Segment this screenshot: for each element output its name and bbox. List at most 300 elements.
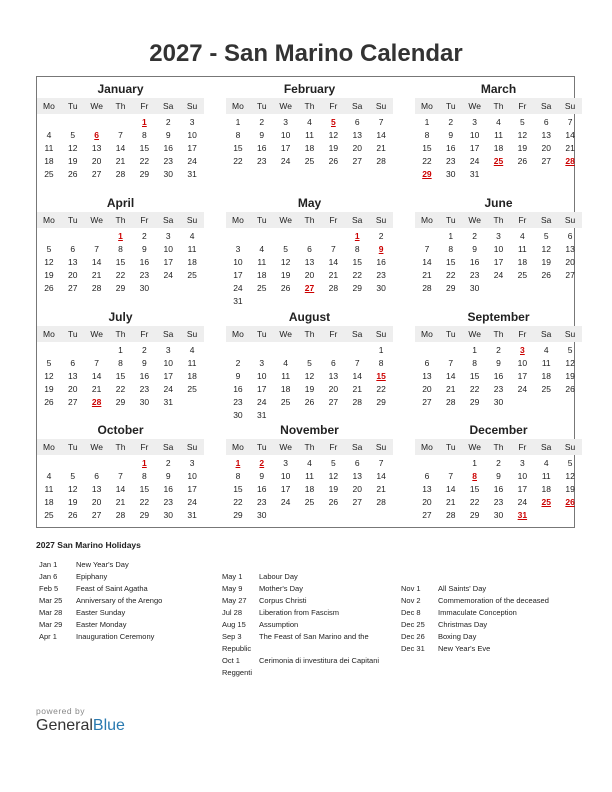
day-cell: 17 [257,384,267,394]
day-cell: 19 [541,257,551,267]
day-cell: 14 [422,257,432,267]
day-cell: 12 [44,257,54,267]
holiday-column [222,571,412,679]
day-cell: 13 [352,130,362,140]
weekday-label: Sa [163,215,174,225]
day-cell: 30 [139,283,150,293]
day-cell: 8 [235,130,241,140]
empty-cell [109,457,133,470]
month-block [37,310,204,409]
day-cell: 11 [257,257,267,267]
day-cell: 3 [189,117,195,127]
empty-cell [85,230,109,243]
weekday-label: Su [186,442,198,452]
weekday-label: Fr [518,329,527,339]
weekday-label: We [279,101,292,111]
day-cell: 22 [469,384,480,394]
weekday-label: Fr [140,329,149,339]
day-cell: 9 [142,244,147,254]
day-cell: 16 [139,257,150,267]
weekday-header [415,326,582,342]
day-cell: 16 [446,143,456,153]
empty-cell [226,344,250,357]
day-cell: 17 [280,143,291,153]
holiday-row [401,643,591,655]
month-name: June [484,196,513,210]
day-cell: 14 [565,130,575,140]
day-cell: 24 [469,156,480,166]
day-cell: 26 [517,156,528,166]
day-cell: 20 [304,270,315,280]
day-cell: 14 [91,371,102,381]
holiday-name: Corpus Christi [259,596,307,605]
day-cell: 3 [189,458,195,468]
weekday-label: Fr [329,442,338,452]
holidays-title: 2027 San Marino Holidays [36,540,141,550]
holiday-day-cell: 25 [493,156,504,166]
weekday-label: Mo [421,442,433,452]
day-cell: 8 [354,244,360,254]
empty-cell [37,116,61,129]
day-cell: 5 [331,458,336,468]
holiday-name: Easter Sunday [76,608,126,617]
holiday-row [39,607,229,619]
holiday-date: Dec 25 [401,620,425,629]
day-cell: 25 [541,384,551,394]
day-cell: 15 [115,371,126,381]
day-cell: 15 [469,484,480,494]
weekday-label: Th [115,442,126,452]
holiday-row [401,619,591,631]
month-name: May [297,196,322,210]
weekday-label: Sa [163,442,174,452]
day-cell: 31 [257,410,267,420]
days-grid [415,230,582,295]
day-cell: 21 [376,143,386,153]
holiday-row [222,667,412,679]
weekday-label: We [279,442,292,452]
day-cell: 30 [163,510,173,520]
day-cell: 16 [376,257,386,267]
weekday-header [37,98,204,114]
day-cell: 29 [139,169,150,179]
day-cell: 13 [328,371,339,381]
day-cell: 26 [541,270,551,280]
empty-cell [61,230,85,243]
holiday-date: Jul 28 [222,608,243,617]
day-cell: 14 [446,371,456,381]
day-cell: 27 [422,397,432,407]
weekday-label: Su [186,215,198,225]
holiday-row [222,607,412,619]
holiday-day-cell: 5 [331,117,336,127]
day-cell: 17 [280,484,291,494]
day-cell: 13 [541,130,551,140]
holiday-date: Nov 1 [401,584,421,593]
day-cell: 7 [448,471,454,481]
day-cell: 3 [165,345,171,355]
holiday-row [39,559,229,571]
day-cell: 9 [259,130,265,140]
weekday-label: Tu [445,329,456,339]
day-cell: 14 [91,257,102,267]
day-cell: 2 [165,458,171,468]
empty-cell [85,116,109,129]
day-cell: 18 [304,143,315,153]
day-cell: 15 [233,484,243,494]
day-cell: 6 [307,244,312,254]
day-cell: 4 [307,117,312,127]
weekday-header [37,326,204,342]
day-cell: 7 [118,471,123,481]
weekday-label: Fr [140,442,149,452]
day-cell: 23 [139,384,150,394]
empty-cell [439,344,463,357]
day-cell: 17 [187,143,197,153]
day-cell: 26 [68,510,78,520]
day-cell: 18 [187,371,197,381]
empty-cell [37,230,61,243]
days-grid [37,230,204,295]
weekday-label: Sa [352,329,363,339]
weekday-label: Sa [541,101,552,111]
day-cell: 26 [328,497,339,507]
day-cell: 1 [472,345,478,355]
day-cell: 10 [493,244,504,254]
day-cell: 12 [328,471,339,481]
holiday-date: Feb 5 [39,584,59,593]
holiday-row [222,643,412,655]
day-cell: 10 [280,130,291,140]
weekday-label: Fr [518,215,527,225]
holiday-row [39,583,229,595]
day-cell: 25 [280,397,291,407]
weekday-label: Sa [541,329,552,339]
day-cell: 30 [446,169,456,179]
day-cell: 25 [304,497,315,507]
day-cell: 2 [496,345,501,355]
day-cell: 13 [422,484,432,494]
day-cell: 29 [233,510,243,520]
day-cell: 7 [378,458,384,468]
weekday-label: Fr [518,101,527,111]
days-grid [37,116,204,181]
weekday-label: Su [375,329,387,339]
weekday-label: Th [115,101,126,111]
weekday-label: Th [493,329,504,339]
day-cell: 2 [378,231,384,241]
day-cell: 28 [422,283,432,293]
day-cell: 13 [304,257,315,267]
weekday-label: Th [493,215,504,225]
day-cell: 4 [543,345,549,355]
empty-cell [61,344,85,357]
day-cell: 3 [520,458,525,468]
day-cell: 11 [541,358,551,368]
weekday-label: Mo [421,101,433,111]
day-cell: 29 [446,283,456,293]
weekday-label: Tu [256,101,267,111]
holiday-day-cell: 31 [517,510,528,520]
day-cell: 6 [331,358,336,368]
day-cell: 7 [378,117,384,127]
day-cell: 11 [281,371,291,381]
day-cell: 24 [280,497,291,507]
day-cell: 18 [304,484,315,494]
holiday-date: Mar 29 [39,620,63,629]
month-block [415,310,582,409]
month-name: December [469,423,528,437]
day-cell: 3 [165,231,171,241]
holiday-name: Commemoration of the deceased [438,596,549,605]
holiday-date: Dec 31 [401,644,425,653]
day-cell: 6 [424,471,430,481]
day-cell: 14 [446,484,456,494]
day-cell: 31 [163,397,173,407]
day-cell: 27 [352,156,362,166]
month-name: July [108,310,133,324]
day-cell: 24 [517,384,528,394]
weekday-label: Su [375,101,387,111]
day-cell: 22 [233,156,243,166]
day-cell: 24 [187,497,197,507]
day-cell: 16 [163,484,173,494]
holiday-row [401,607,591,619]
day-cell: 23 [493,497,504,507]
month-block [415,82,582,181]
day-cell: 31 [187,169,197,179]
day-cell: 27 [68,397,78,407]
day-cell: 1 [118,345,123,355]
day-cell: 26 [565,384,575,394]
day-cell: 2 [259,117,265,127]
holiday-date: Sep 3 [222,632,242,641]
day-cell: 3 [259,358,265,368]
day-cell: 4 [46,130,52,140]
empty-cell [298,344,322,357]
weekday-label: Tu [67,442,78,452]
day-cell: 27 [68,283,78,293]
empty-cell [250,344,274,357]
day-cell: 13 [91,484,102,494]
day-cell: 5 [520,117,525,127]
day-cell: 31 [187,510,197,520]
weekday-label: Sa [352,215,363,225]
day-cell: 4 [496,117,501,127]
weekday-header [226,326,393,342]
day-cell: 7 [118,130,123,140]
empty-cell [37,344,61,357]
day-cell: 26 [68,169,78,179]
day-cell: 9 [165,130,171,140]
day-cell: 17 [517,371,528,381]
day-cell: 27 [541,156,551,166]
day-cell: 21 [115,156,126,166]
weekday-label: Th [304,101,315,111]
day-cell: 13 [422,371,432,381]
day-cell: 18 [257,270,267,280]
day-cell: 14 [352,371,362,381]
empty-cell [321,230,345,243]
holiday-day-cell: 1 [118,231,123,241]
day-cell: 12 [44,371,54,381]
weekday-label: Sa [352,101,363,111]
day-cell: 22 [352,270,362,280]
day-cell: 8 [378,358,384,368]
month-block [226,196,393,308]
day-cell: 15 [139,484,150,494]
day-cell: 18 [44,156,54,166]
empty-cell [61,116,85,129]
day-cell: 20 [352,143,362,153]
empty-cell [415,457,439,470]
weekday-label: Mo [232,329,244,339]
month-block [37,196,204,295]
day-cell: 12 [304,371,315,381]
weekday-label: Tu [67,329,78,339]
day-cell: 22 [139,156,150,166]
month-name: April [106,196,135,210]
day-cell: 25 [257,283,267,293]
weekday-label: We [468,442,481,452]
day-cell: 30 [163,169,173,179]
day-cell: 29 [376,397,386,407]
weekday-label: Su [186,101,198,111]
day-cell: 22 [376,384,386,394]
day-cell: 20 [328,384,339,394]
day-cell: 30 [257,510,267,520]
day-cell: 23 [257,497,267,507]
day-cell: 25 [44,169,54,179]
days-grid [37,344,204,409]
day-cell: 22 [139,497,150,507]
day-cell: 6 [567,231,573,241]
day-cell: 23 [493,384,504,394]
day-cell: 15 [115,257,126,267]
day-cell: 13 [68,371,78,381]
day-cell: 30 [376,283,386,293]
weekday-label: Fr [140,215,149,225]
day-cell: 17 [187,484,197,494]
day-cell: 8 [235,471,241,481]
day-cell: 18 [187,257,197,267]
weekday-label: Fr [329,101,338,111]
brand-name-blue: Blue [92,717,125,734]
day-cell: 17 [469,143,480,153]
weekday-label: We [90,329,103,339]
holiday-row [39,571,229,583]
day-cell: 10 [517,471,528,481]
days-grid [415,457,582,522]
day-cell: 30 [469,283,480,293]
day-cell: 27 [565,270,575,280]
holiday-row [222,583,412,595]
day-cell: 26 [304,397,315,407]
holiday-name: Mother's Day [259,584,303,593]
day-cell: 28 [446,397,456,407]
holiday-day-cell: 1 [235,458,241,468]
day-cell: 13 [565,244,575,254]
weekday-label: Tu [445,442,456,452]
day-cell: 9 [259,471,265,481]
day-cell: 13 [68,257,78,267]
weekday-label: We [468,101,481,111]
weekday-label: Sa [163,101,174,111]
day-cell: 20 [91,497,102,507]
day-cell: 24 [517,497,528,507]
day-cell: 9 [165,471,171,481]
weekday-header [415,439,582,455]
day-cell: 17 [493,257,504,267]
day-cell: 22 [446,270,456,280]
day-cell: 12 [280,257,291,267]
holiday-date: Reggenti [222,668,253,677]
day-cell: 31 [233,296,243,306]
month-block [226,310,393,422]
month-name: February [283,82,336,96]
day-cell: 28 [376,156,386,166]
holiday-name: Inauguration Ceremony [76,632,155,641]
day-cell: 1 [424,117,430,127]
weekday-label: Mo [43,215,55,225]
holiday-day-cell: 15 [376,371,386,381]
weekday-label: Tu [67,101,78,111]
holiday-name: Christmas Day [438,620,488,629]
weekday-label: Fr [140,101,149,111]
holiday-day-cell: 2 [259,458,265,468]
day-cell: 15 [422,143,432,153]
holiday-day-cell: 28 [91,397,102,407]
day-cell: 5 [70,471,76,481]
month-block [415,196,582,295]
weekday-label: Th [115,329,126,339]
holiday-date: Dec 26 [401,632,425,641]
weekday-label: Th [115,215,126,225]
day-cell: 6 [354,117,360,127]
empty-cell [415,344,439,357]
day-cell: 13 [91,143,102,153]
weekday-label: Tu [256,215,267,225]
day-cell: 19 [280,270,291,280]
holiday-row [222,631,412,643]
day-cell: 4 [307,458,312,468]
holiday-name: Cerimonia di investitura dei Capitani [259,656,380,665]
holiday-day-cell: 28 [565,156,575,166]
days-grid [226,344,393,422]
day-cell: 19 [68,497,78,507]
day-cell: 30 [493,510,504,520]
holiday-day-cell: 27 [304,283,315,293]
day-cell: 18 [541,371,551,381]
day-cell: 30 [139,397,150,407]
day-cell: 24 [187,156,197,166]
day-cell: 9 [472,244,478,254]
holiday-column [39,559,229,643]
weekday-header [226,212,393,228]
weekday-label: Th [493,101,504,111]
holiday-name: Immaculate Conception [438,608,517,617]
day-cell: 29 [139,510,150,520]
day-cell: 1 [448,231,454,241]
day-cell: 10 [257,371,267,381]
day-cell: 14 [376,471,386,481]
month-name: November [280,423,339,437]
day-cell: 20 [352,484,362,494]
day-cell: 8 [142,471,147,481]
day-cell: 29 [115,397,126,407]
day-cell: 10 [163,358,173,368]
empty-cell [274,344,298,357]
